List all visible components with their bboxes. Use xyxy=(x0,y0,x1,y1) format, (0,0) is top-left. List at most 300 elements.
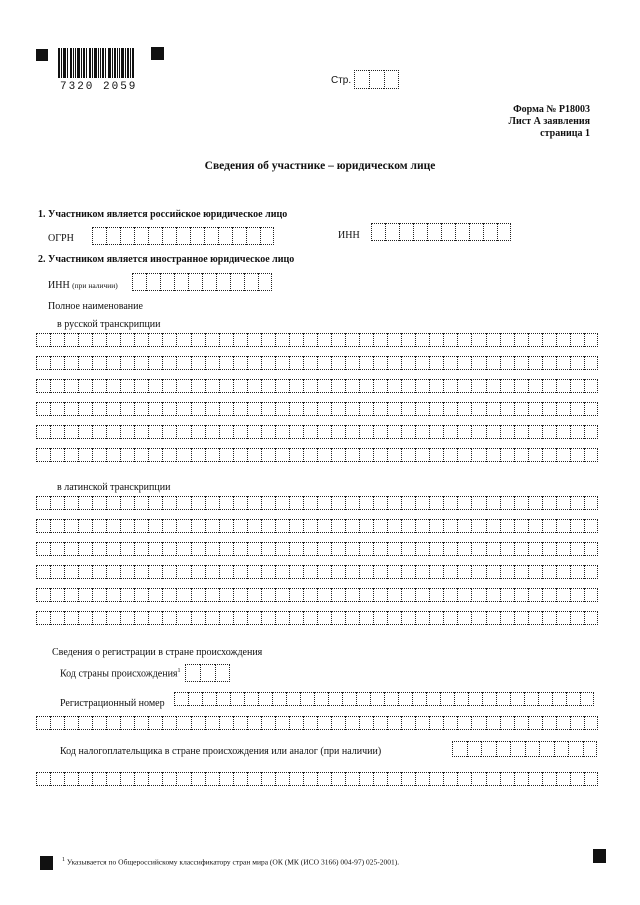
entry-cell[interactable] xyxy=(328,692,342,706)
entry-cell[interactable] xyxy=(331,379,345,393)
entry-cell[interactable] xyxy=(359,496,373,510)
entry-cell[interactable] xyxy=(457,448,471,462)
entry-cell[interactable] xyxy=(373,379,387,393)
entry-cell[interactable] xyxy=(205,333,219,347)
entry-cell[interactable] xyxy=(542,716,556,730)
entry-cell[interactable] xyxy=(219,356,233,370)
entry-cell[interactable] xyxy=(429,425,443,439)
entry-cell[interactable] xyxy=(120,448,134,462)
entry-cell[interactable] xyxy=(497,223,511,241)
entry-cell[interactable] xyxy=(331,716,345,730)
entry-cell[interactable] xyxy=(528,356,542,370)
entry-cell[interactable] xyxy=(120,402,134,416)
entry-cell[interactable] xyxy=(486,565,500,579)
entry-cell[interactable] xyxy=(148,227,162,245)
entry-cell[interactable] xyxy=(261,356,275,370)
entry-cell[interactable] xyxy=(443,716,457,730)
entry-cell[interactable] xyxy=(215,664,230,682)
entry-cell[interactable] xyxy=(233,425,247,439)
entry-cell[interactable] xyxy=(457,425,471,439)
entry-cell[interactable] xyxy=(162,565,176,579)
entry-cell[interactable] xyxy=(205,402,219,416)
entry-cell[interactable] xyxy=(50,448,64,462)
latin-name-row[interactable] xyxy=(36,542,598,556)
entry-cell[interactable] xyxy=(148,333,162,347)
entry-cell[interactable] xyxy=(331,448,345,462)
entry-cell[interactable] xyxy=(205,519,219,533)
entry-cell[interactable] xyxy=(233,496,247,510)
entry-cell[interactable] xyxy=(275,448,289,462)
entry-cell[interactable] xyxy=(556,356,570,370)
entry-cell[interactable] xyxy=(92,611,106,625)
entry-cell[interactable] xyxy=(457,333,471,347)
entry-cell[interactable] xyxy=(219,448,233,462)
entry-cell[interactable] xyxy=(584,565,598,579)
entry-cell[interactable] xyxy=(556,716,570,730)
entry-cell[interactable] xyxy=(373,402,387,416)
entry-cell[interactable] xyxy=(92,402,106,416)
entry-cell[interactable] xyxy=(481,741,496,757)
entry-cell[interactable] xyxy=(106,519,120,533)
entry-cell[interactable] xyxy=(415,356,429,370)
entry-cell[interactable] xyxy=(443,356,457,370)
entry-cell[interactable] xyxy=(443,402,457,416)
entry-cell[interactable] xyxy=(205,496,219,510)
entry-cell[interactable] xyxy=(275,425,289,439)
entry-cell[interactable] xyxy=(514,542,528,556)
entry-cell[interactable] xyxy=(148,611,162,625)
entry-cell[interactable] xyxy=(415,716,429,730)
entry-cell[interactable] xyxy=(415,542,429,556)
entry-cell[interactable] xyxy=(542,611,556,625)
entry-cell[interactable] xyxy=(50,496,64,510)
entry-cell[interactable] xyxy=(469,223,483,241)
entry-cell[interactable] xyxy=(289,772,303,786)
entry-cell[interactable] xyxy=(50,611,64,625)
entry-cell[interactable] xyxy=(486,379,500,393)
entry-cell[interactable] xyxy=(78,379,92,393)
entry-cell[interactable] xyxy=(36,611,50,625)
entry-cell[interactable] xyxy=(514,519,528,533)
entry-cell[interactable] xyxy=(275,402,289,416)
entry-cell[interactable] xyxy=(542,772,556,786)
entry-cell[interactable] xyxy=(570,611,584,625)
entry-cell[interactable] xyxy=(528,772,542,786)
entry-cell[interactable] xyxy=(64,448,78,462)
entry-cell[interactable] xyxy=(500,716,514,730)
entry-cell[interactable] xyxy=(373,448,387,462)
entry-cell[interactable] xyxy=(64,588,78,602)
entry-cell[interactable] xyxy=(457,716,471,730)
entry-cell[interactable] xyxy=(134,716,148,730)
entry-cell[interactable] xyxy=(415,448,429,462)
entry-cell[interactable] xyxy=(275,611,289,625)
entry-cell[interactable] xyxy=(570,379,584,393)
entry-cell[interactable] xyxy=(289,716,303,730)
entry-cell[interactable] xyxy=(78,448,92,462)
entry-cell[interactable] xyxy=(359,588,373,602)
entry-cell[interactable] xyxy=(429,565,443,579)
entry-cell[interactable] xyxy=(185,664,200,682)
entry-cell[interactable] xyxy=(233,772,247,786)
entry-cell[interactable] xyxy=(584,333,598,347)
entry-cell[interactable] xyxy=(78,588,92,602)
entry-cell[interactable] xyxy=(570,356,584,370)
entry-cell[interactable] xyxy=(359,356,373,370)
entry-cell[interactable] xyxy=(247,333,261,347)
entry-cell[interactable] xyxy=(78,356,92,370)
entry-cell[interactable] xyxy=(64,611,78,625)
foreign-inn-field[interactable] xyxy=(132,273,272,291)
entry-cell[interactable] xyxy=(219,542,233,556)
entry-cell[interactable] xyxy=(486,402,500,416)
entry-cell[interactable] xyxy=(401,716,415,730)
entry-cell[interactable] xyxy=(50,772,64,786)
entry-cell[interactable] xyxy=(500,542,514,556)
entry-cell[interactable] xyxy=(443,519,457,533)
russian-name-row[interactable] xyxy=(36,379,598,393)
latin-name-row[interactable] xyxy=(36,588,598,602)
entry-cell[interactable] xyxy=(247,496,261,510)
reg-number-field-row1[interactable] xyxy=(174,692,640,706)
entry-cell[interactable] xyxy=(471,542,485,556)
entry-cell[interactable] xyxy=(440,692,454,706)
entry-cell[interactable] xyxy=(528,542,542,556)
entry-cell[interactable] xyxy=(401,356,415,370)
entry-cell[interactable] xyxy=(261,588,275,602)
entry-cell[interactable] xyxy=(486,611,500,625)
entry-cell[interactable] xyxy=(583,741,598,757)
entry-cell[interactable] xyxy=(64,519,78,533)
entry-cell[interactable] xyxy=(373,611,387,625)
entry-cell[interactable] xyxy=(525,741,540,757)
entry-cell[interactable] xyxy=(514,588,528,602)
entry-cell[interactable] xyxy=(556,448,570,462)
entry-cell[interactable] xyxy=(148,542,162,556)
entry-cell[interactable] xyxy=(412,692,426,706)
entry-cell[interactable] xyxy=(500,379,514,393)
entry-cell[interactable] xyxy=(556,588,570,602)
entry-cell[interactable] xyxy=(528,379,542,393)
entry-cell[interactable] xyxy=(176,496,190,510)
entry-cell[interactable] xyxy=(457,772,471,786)
entry-cell[interactable] xyxy=(148,496,162,510)
entry-cell[interactable] xyxy=(486,356,500,370)
entry-cell[interactable] xyxy=(247,565,261,579)
entry-cell[interactable] xyxy=(148,425,162,439)
entry-cell[interactable] xyxy=(455,223,469,241)
entry-cell[interactable] xyxy=(457,496,471,510)
entry-cell[interactable] xyxy=(120,379,134,393)
entry-cell[interactable] xyxy=(205,611,219,625)
entry-cell[interactable] xyxy=(514,716,528,730)
russian-name-row[interactable] xyxy=(36,425,598,439)
entry-cell[interactable] xyxy=(106,227,120,245)
entry-cell[interactable] xyxy=(401,496,415,510)
entry-cell[interactable] xyxy=(162,448,176,462)
entry-cell[interactable] xyxy=(176,542,190,556)
entry-cell[interactable] xyxy=(219,565,233,579)
entry-cell[interactable] xyxy=(486,425,500,439)
entry-cell[interactable] xyxy=(50,716,64,730)
entry-cell[interactable] xyxy=(401,588,415,602)
entry-cell[interactable] xyxy=(134,611,148,625)
entry-cell[interactable] xyxy=(148,565,162,579)
entry-cell[interactable] xyxy=(345,772,359,786)
entry-cell[interactable] xyxy=(387,356,401,370)
entry-cell[interactable] xyxy=(64,356,78,370)
entry-cell[interactable] xyxy=(443,611,457,625)
entry-cell[interactable] xyxy=(317,565,331,579)
entry-cell[interactable] xyxy=(191,565,205,579)
entry-cell[interactable] xyxy=(134,379,148,393)
entry-cell[interactable] xyxy=(457,588,471,602)
entry-cell[interactable] xyxy=(162,772,176,786)
entry-cell[interactable] xyxy=(148,356,162,370)
entry-cell[interactable] xyxy=(303,542,317,556)
entry-cell[interactable] xyxy=(176,425,190,439)
entry-cell[interactable] xyxy=(50,425,64,439)
entry-cell[interactable] xyxy=(345,519,359,533)
entry-cell[interactable] xyxy=(275,333,289,347)
entry-cell[interactable] xyxy=(401,611,415,625)
entry-cell[interactable] xyxy=(345,542,359,556)
entry-cell[interactable] xyxy=(303,565,317,579)
entry-cell[interactable] xyxy=(303,333,317,347)
entry-cell[interactable] xyxy=(120,588,134,602)
entry-cell[interactable] xyxy=(331,333,345,347)
entry-cell[interactable] xyxy=(570,565,584,579)
entry-cell[interactable] xyxy=(303,425,317,439)
entry-cell[interactable] xyxy=(570,425,584,439)
entry-cell[interactable] xyxy=(202,692,216,706)
entry-cell[interactable] xyxy=(373,333,387,347)
entry-cell[interactable] xyxy=(556,519,570,533)
entry-cell[interactable] xyxy=(486,772,500,786)
entry-cell[interactable] xyxy=(584,716,598,730)
entry-cell[interactable] xyxy=(247,716,261,730)
entry-cell[interactable] xyxy=(373,519,387,533)
entry-cell[interactable] xyxy=(373,565,387,579)
entry-cell[interactable] xyxy=(219,425,233,439)
entry-cell[interactable] xyxy=(415,772,429,786)
entry-cell[interactable] xyxy=(219,716,233,730)
entry-cell[interactable] xyxy=(387,448,401,462)
entry-cell[interactable] xyxy=(92,425,106,439)
entry-cell[interactable] xyxy=(148,519,162,533)
entry-cell[interactable] xyxy=(275,565,289,579)
entry-cell[interactable] xyxy=(233,519,247,533)
entry-cell[interactable] xyxy=(457,611,471,625)
entry-cell[interactable] xyxy=(275,496,289,510)
entry-cell[interactable] xyxy=(415,402,429,416)
entry-cell[interactable] xyxy=(191,425,205,439)
entry-cell[interactable] xyxy=(556,611,570,625)
entry-cell[interactable] xyxy=(162,333,176,347)
entry-cell[interactable] xyxy=(275,356,289,370)
entry-cell[interactable] xyxy=(471,448,485,462)
entry-cell[interactable] xyxy=(120,542,134,556)
entry-cell[interactable] xyxy=(342,692,356,706)
entry-cell[interactable] xyxy=(554,741,569,757)
entry-cell[interactable] xyxy=(303,588,317,602)
entry-cell[interactable] xyxy=(542,542,556,556)
taxpayer-code-field-row1[interactable] xyxy=(452,741,597,757)
entry-cell[interactable] xyxy=(496,692,510,706)
entry-cell[interactable] xyxy=(345,496,359,510)
entry-cell[interactable] xyxy=(134,425,148,439)
entry-cell[interactable] xyxy=(106,448,120,462)
entry-cell[interactable] xyxy=(471,611,485,625)
entry-cell[interactable] xyxy=(247,611,261,625)
entry-cell[interactable] xyxy=(398,692,412,706)
entry-cell[interactable] xyxy=(120,519,134,533)
entry-cell[interactable] xyxy=(387,333,401,347)
entry-cell[interactable] xyxy=(92,448,106,462)
entry-cell[interactable] xyxy=(275,772,289,786)
entry-cell[interactable] xyxy=(486,448,500,462)
russian-name-row[interactable] xyxy=(36,333,598,347)
entry-cell[interactable] xyxy=(50,519,64,533)
entry-cell[interactable] xyxy=(387,519,401,533)
entry-cell[interactable] xyxy=(359,425,373,439)
entry-cell[interactable] xyxy=(486,542,500,556)
entry-cell[interactable] xyxy=(514,611,528,625)
entry-cell[interactable] xyxy=(415,519,429,533)
russian-name-row[interactable] xyxy=(36,402,598,416)
entry-cell[interactable] xyxy=(528,496,542,510)
entry-cell[interactable] xyxy=(566,692,580,706)
entry-cell[interactable] xyxy=(247,542,261,556)
entry-cell[interactable] xyxy=(345,588,359,602)
entry-cell[interactable] xyxy=(457,402,471,416)
entry-cell[interactable] xyxy=(471,379,485,393)
entry-cell[interactable] xyxy=(486,588,500,602)
entry-cell[interactable] xyxy=(542,519,556,533)
entry-cell[interactable] xyxy=(176,448,190,462)
entry-cell[interactable] xyxy=(441,223,455,241)
entry-cell[interactable] xyxy=(78,519,92,533)
entry-cell[interactable] xyxy=(218,227,232,245)
entry-cell[interactable] xyxy=(345,379,359,393)
entry-cell[interactable] xyxy=(261,542,275,556)
entry-cell[interactable] xyxy=(514,333,528,347)
entry-cell[interactable] xyxy=(359,402,373,416)
entry-cell[interactable] xyxy=(219,519,233,533)
entry-cell[interactable] xyxy=(387,425,401,439)
entry-cell[interactable] xyxy=(261,565,275,579)
entry-cell[interactable] xyxy=(331,425,345,439)
entry-cell[interactable] xyxy=(289,588,303,602)
entry-cell[interactable] xyxy=(219,402,233,416)
entry-cell[interactable] xyxy=(359,542,373,556)
entry-cell[interactable] xyxy=(289,425,303,439)
entry-cell[interactable] xyxy=(303,611,317,625)
entry-cell[interactable] xyxy=(106,542,120,556)
entry-cell[interactable] xyxy=(486,496,500,510)
entry-cell[interactable] xyxy=(584,772,598,786)
entry-cell[interactable] xyxy=(92,333,106,347)
entry-cell[interactable] xyxy=(92,356,106,370)
entry-cell[interactable] xyxy=(317,402,331,416)
entry-cell[interactable] xyxy=(261,402,275,416)
entry-cell[interactable] xyxy=(106,772,120,786)
entry-cell[interactable] xyxy=(146,273,160,291)
entry-cell[interactable] xyxy=(132,273,146,291)
entry-cell[interactable] xyxy=(500,611,514,625)
entry-cell[interactable] xyxy=(50,379,64,393)
entry-cell[interactable] xyxy=(303,402,317,416)
entry-cell[interactable] xyxy=(317,519,331,533)
entry-cell[interactable] xyxy=(401,379,415,393)
entry-cell[interactable] xyxy=(514,772,528,786)
entry-cell[interactable] xyxy=(471,333,485,347)
entry-cell[interactable] xyxy=(510,741,525,757)
entry-cell[interactable] xyxy=(542,588,556,602)
entry-cell[interactable] xyxy=(468,692,482,706)
entry-cell[interactable] xyxy=(36,496,50,510)
entry-cell[interactable] xyxy=(528,588,542,602)
taxpayer-code-field-row2[interactable] xyxy=(36,772,598,786)
entry-cell[interactable] xyxy=(542,448,556,462)
entry-cell[interactable] xyxy=(387,402,401,416)
entry-cell[interactable] xyxy=(528,333,542,347)
entry-cell[interactable] xyxy=(570,448,584,462)
entry-cell[interactable] xyxy=(373,772,387,786)
entry-cell[interactable] xyxy=(482,692,496,706)
entry-cell[interactable] xyxy=(331,611,345,625)
entry-cell[interactable] xyxy=(260,227,274,245)
entry-cell[interactable] xyxy=(300,692,314,706)
latin-name-row[interactable] xyxy=(36,611,598,625)
entry-cell[interactable] xyxy=(78,565,92,579)
entry-cell[interactable] xyxy=(148,588,162,602)
entry-cell[interactable] xyxy=(528,425,542,439)
entry-cell[interactable] xyxy=(219,588,233,602)
entry-cell[interactable] xyxy=(345,402,359,416)
entry-cell[interactable] xyxy=(289,542,303,556)
entry-cell[interactable] xyxy=(64,425,78,439)
entry-cell[interactable] xyxy=(570,333,584,347)
entry-cell[interactable] xyxy=(387,496,401,510)
entry-cell[interactable] xyxy=(539,741,554,757)
entry-cell[interactable] xyxy=(429,716,443,730)
entry-cell[interactable] xyxy=(570,402,584,416)
entry-cell[interactable] xyxy=(331,496,345,510)
entry-cell[interactable] xyxy=(92,716,106,730)
entry-cell[interactable] xyxy=(191,402,205,416)
entry-cell[interactable] xyxy=(134,402,148,416)
entry-cell[interactable] xyxy=(429,588,443,602)
entry-cell[interactable] xyxy=(556,379,570,393)
entry-cell[interactable] xyxy=(205,448,219,462)
entry-cell[interactable] xyxy=(247,425,261,439)
entry-cell[interactable] xyxy=(78,772,92,786)
entry-cell[interactable] xyxy=(500,565,514,579)
entry-cell[interactable] xyxy=(471,402,485,416)
entry-cell[interactable] xyxy=(78,333,92,347)
entry-cell[interactable] xyxy=(471,588,485,602)
entry-cell[interactable] xyxy=(373,425,387,439)
entry-cell[interactable] xyxy=(514,565,528,579)
entry-cell[interactable] xyxy=(275,716,289,730)
entry-cell[interactable] xyxy=(538,692,552,706)
entry-cell[interactable] xyxy=(443,448,457,462)
entry-cell[interactable] xyxy=(486,716,500,730)
entry-cell[interactable] xyxy=(415,588,429,602)
entry-cell[interactable] xyxy=(415,379,429,393)
entry-cell[interactable] xyxy=(205,565,219,579)
